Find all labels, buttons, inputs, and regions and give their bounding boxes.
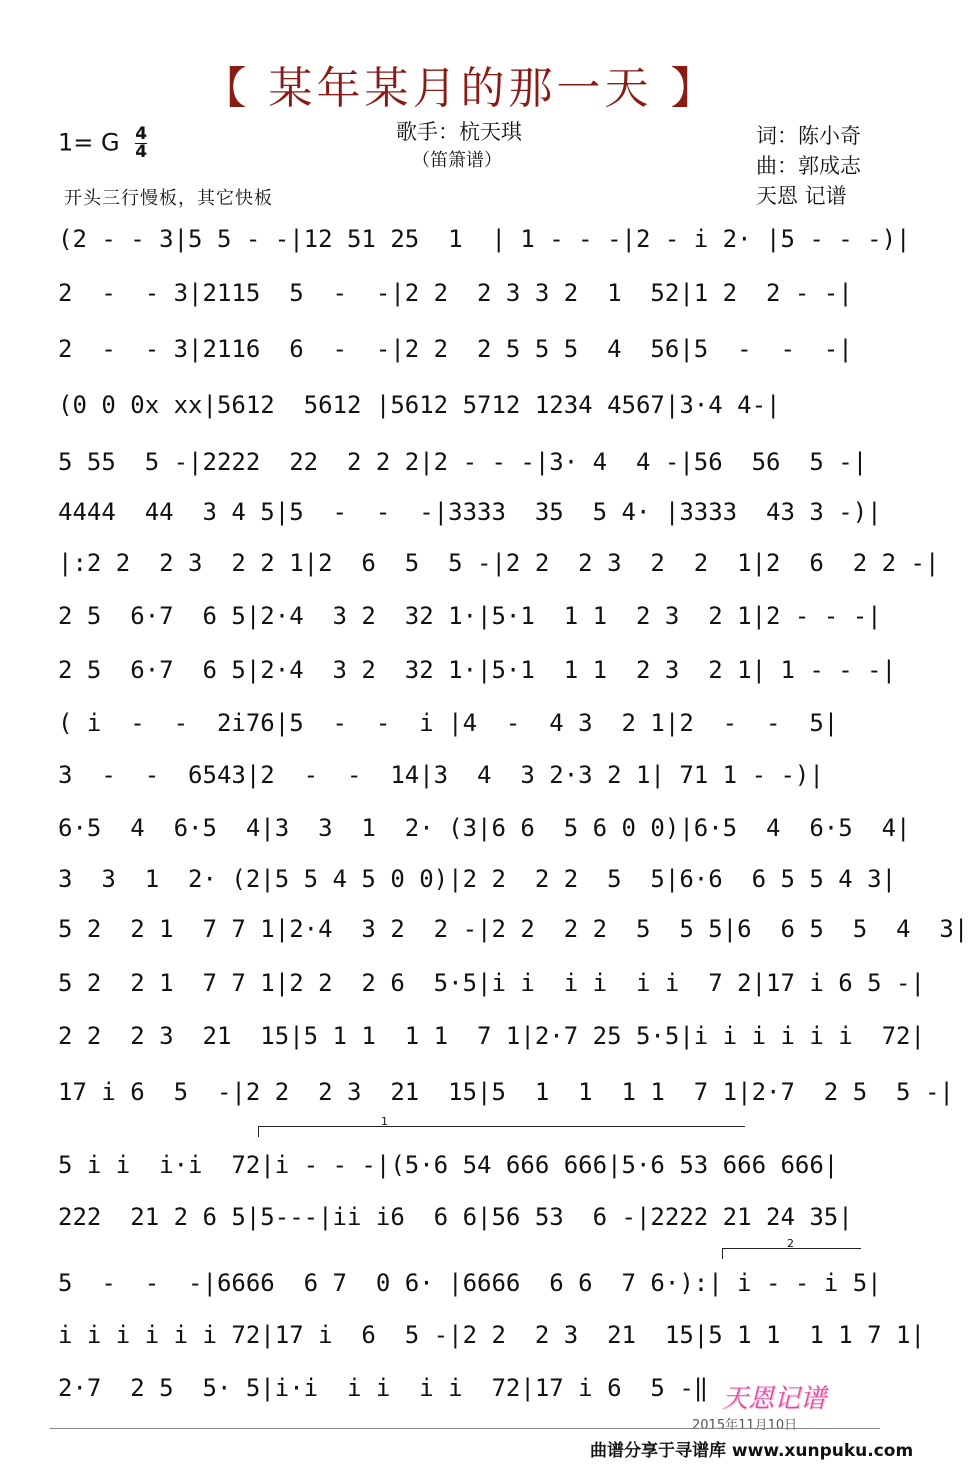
score-line: 2 5 6·7 6 5|2·4 3 2 32 1·|5·1 1 1 2 3 2 1| 1 - - -|: [58, 656, 897, 684]
composer-credit: 曲：郭成志: [756, 154, 861, 178]
score-line: 2 5 6·7 6 5|2·4 3 2 32 1·|5·1 1 1 2 3 2 1|2 - - -|: [58, 602, 882, 630]
score-line: 3 - - 6543|2 - - 14|3 4 3 2·3 2 1| 71 1 - -)|: [58, 761, 824, 789]
score-line: 222 21 2 6 5|5---|ii i6 6 6|56 53 6 -|2222 21 24 35|: [58, 1203, 853, 1231]
time-numerator: 4: [135, 124, 148, 144]
score-line: 5 - - -|6666 6 7 0 6· |6666 6 6 7 6·):| i - - i 5|: [58, 1269, 882, 1297]
volta-bracket-1: [258, 1115, 745, 1137]
page-title: 【 某年某月的那一天 】: [202, 63, 719, 114]
notation-type: （笛箫谱）: [412, 150, 502, 171]
tempo-note: 开头三行慢板，其它快板: [64, 188, 273, 209]
singer-credit: 歌手：杭天琪: [396, 120, 522, 144]
score-line: (2 - - 3|5 5 - -|12 51 25 1 | 1 - - -|2 - i 2· |5 - - -)|: [58, 225, 911, 253]
volta-2-label: 2: [787, 1237, 794, 1250]
lyricist-credit: 词：陈小奇: [756, 124, 861, 148]
score-line: 4444 44 3 4 5|5 - - -|3333 35 5 4· |3333 43 3 -)|: [58, 498, 882, 526]
score-line: 5 i i i·i 72|i - - -|(5·6 54 666 666|5·6 53 666 666|: [58, 1151, 839, 1179]
score-line: 17 i 6 5 -|2 2 2 3 21 15|5 1 1 1 1 7 1|2·7 2 5 5 -|: [58, 1078, 954, 1106]
transcription-date: 2015年11月10日: [692, 1418, 798, 1433]
score-line: 2 - - 3|2116 6 - -|2 2 2 5 5 5 4 56|5 - - -|: [58, 335, 853, 363]
score-line: 2·7 2 5 5· 5|i·i i i i i 72|17 i 6 5 -‖: [58, 1374, 709, 1402]
footer-divider: [50, 1428, 880, 1429]
score-line: 3 3 1 2· (2|5 5 4 5 0 0)|2 2 2 2 5 5|6·6 6 5 5 4 3|: [58, 865, 897, 893]
score-line: 5 2 2 1 7 7 1|2 2 2 6 5·5|i i i i i i 7 2|17 i 6 5 -|: [58, 969, 925, 997]
score-line: 6·5 4 6·5 4|3 3 1 2· (3|6 6 5 6 0 0)|6·5 4 6·5 4|: [58, 814, 911, 842]
volta-bracket-2: [722, 1237, 861, 1259]
score-line: 5 55 5 -|2222 22 2 2 2|2 - - -|3· 4 4 -|56 56 5 -|: [58, 448, 868, 476]
key-label: 1= G: [58, 128, 120, 157]
time-denominator: 4: [135, 142, 148, 162]
score-line: |:2 2 2 3 2 2 1|2 6 5 5 -|2 2 2 3 2 2 1|2 6 2 2 -|: [58, 549, 940, 577]
score-line: ( i - - 2i76|5 - - i |4 - 4 3 2 1|2 - - 5|: [58, 709, 839, 737]
volta-1-label: 1: [381, 1115, 388, 1128]
score-line: 2 - - 3|2115 5 - -|2 2 2 3 3 2 1 52|1 2 2 - -|: [58, 279, 853, 307]
score-line: 5 2 2 1 7 7 1|2·4 3 2 2 -|2 2 2 2 5 5 5|6 6 5 5 4 3|: [58, 915, 968, 943]
transcriber-credit: 天恩 记谱: [756, 184, 847, 208]
time-signature: [135, 126, 147, 161]
score-line: (0 0 0x xx|5612 5612 |5612 5712 1234 4567|3·4 4-|: [58, 391, 781, 419]
footer-source: 曲谱分享于寻谱库 www.xunpuku.com: [590, 1441, 914, 1461]
transcriber-stamp: 天恩记谱: [722, 1384, 827, 1414]
key-signature: [58, 126, 147, 161]
score-line: 2 2 2 3 21 15|5 1 1 1 1 7 1|2·7 25 5·5|i i i i i i 72|: [58, 1022, 925, 1050]
score-line: i i i i i i 72|17 i 6 5 -|2 2 2 3 21 15|5 1 1 1 1 7 1|: [58, 1321, 925, 1349]
